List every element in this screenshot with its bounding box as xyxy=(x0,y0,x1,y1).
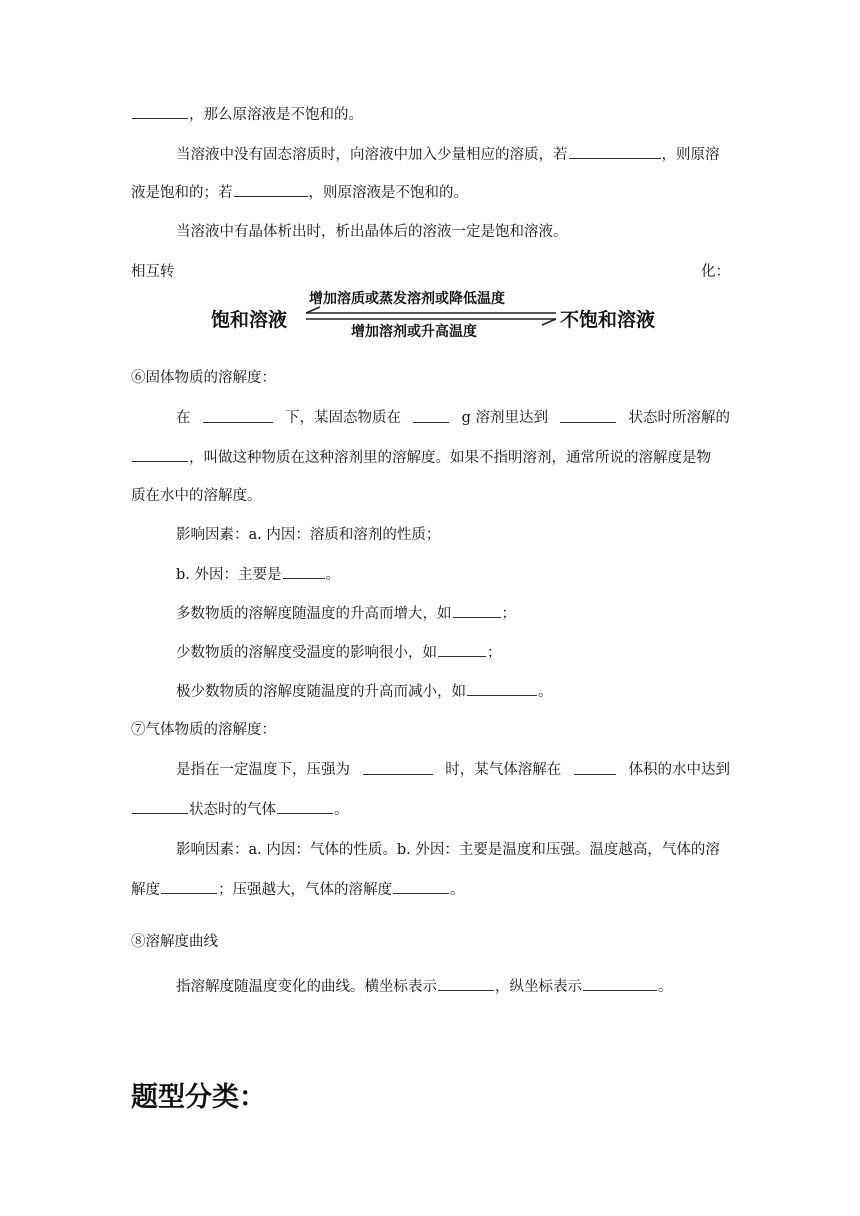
reverse-condition-label: 增加溶剂或升高温度 xyxy=(351,324,477,340)
text: 化： xyxy=(701,264,730,280)
text-line: 当溶液中有晶体析出时，析出晶体后的溶液一定是饱和溶液。 xyxy=(176,224,568,240)
text-line xyxy=(176,603,730,624)
text: 。 xyxy=(658,979,673,995)
text: 体积的水中达到 xyxy=(628,762,730,778)
text: 状态时所溶解的 xyxy=(628,410,730,426)
text-line xyxy=(176,760,730,780)
text: 状态时的气体 xyxy=(189,802,276,818)
text-line: 影响因素：a. 内因：气体的性质。b. 外因：主要是温度和压强。温度越高，气体的溶 xyxy=(176,842,720,858)
section-title: ⑧溶解度曲线 xyxy=(131,934,218,950)
text: 。 xyxy=(538,684,553,700)
blank xyxy=(438,642,486,657)
text: ，纵坐标表示 xyxy=(495,979,582,995)
text-line xyxy=(131,879,730,900)
text: 指溶解度随温度变化的曲线。横坐标表示 xyxy=(176,979,437,995)
page-heading: 题型分类： xyxy=(131,1082,266,1113)
text: ，则原溶 xyxy=(661,147,720,163)
blank xyxy=(363,760,433,775)
text-line xyxy=(131,182,730,203)
text: 是指在一定温度下，压强为 xyxy=(176,762,350,778)
blank xyxy=(393,879,449,894)
text-line xyxy=(131,447,730,468)
text: 液是饱和的；若 xyxy=(131,185,233,201)
text-line xyxy=(176,642,730,663)
section-title: ⑦气体物质的溶解度： xyxy=(131,722,276,738)
text-line: 质在水中的溶解度。 xyxy=(131,488,262,504)
text-line xyxy=(176,681,730,702)
blank xyxy=(234,182,308,197)
text: 当溶液中没有固态溶质时，向溶液中加入少量相应的溶质，若 xyxy=(176,147,568,163)
text: 相互转 xyxy=(131,264,175,280)
text: 解度 xyxy=(131,882,160,898)
text-line xyxy=(176,976,730,997)
blank xyxy=(560,408,616,423)
text: ，叫做这种物质在这种溶剂里的溶解度。如果不指明溶剂，通常所说的溶解度是物 xyxy=(189,450,711,466)
text-line xyxy=(176,564,730,585)
blank xyxy=(574,760,616,775)
blank xyxy=(132,799,188,814)
blank xyxy=(467,681,537,696)
text: ；压强越大，气体的溶解度 xyxy=(218,882,392,898)
blank xyxy=(569,144,661,159)
text: 时，某气体溶解在 xyxy=(445,762,562,778)
text: 。 xyxy=(450,882,465,898)
blank xyxy=(283,564,325,579)
text-line xyxy=(176,144,730,165)
blank xyxy=(203,408,273,423)
blank xyxy=(583,976,657,991)
text: 下，某固态物质在 xyxy=(285,410,402,426)
saturated-solution-label: 饱和溶液 xyxy=(211,309,288,331)
text-line: 影响因素：a. 内因：溶质和溶剂的性质； xyxy=(176,527,441,543)
text-line xyxy=(131,262,730,282)
text: 多数物质的溶解度随温度的升高而增大，如 xyxy=(176,606,452,622)
text: 。 xyxy=(325,567,340,583)
text: b. 外因：主要是 xyxy=(176,567,282,583)
text: g 溶剂里达到 xyxy=(461,410,548,426)
blank xyxy=(413,408,449,423)
forward-condition-label: 增加溶质或蒸发溶剂或降低温度 xyxy=(309,291,505,307)
blank xyxy=(453,603,501,618)
text: ，则原溶液是不饱和的。 xyxy=(308,185,468,201)
text-line xyxy=(131,104,730,125)
text-line xyxy=(131,799,730,820)
blank xyxy=(161,879,217,894)
text: 极少数物质的溶解度随温度的升高而减小，如 xyxy=(176,684,466,700)
blank xyxy=(277,799,333,814)
blank xyxy=(132,447,188,462)
blank xyxy=(132,104,188,119)
text-line xyxy=(176,408,730,428)
text: ； xyxy=(487,645,502,661)
blank xyxy=(438,976,494,991)
text: 少数物质的溶解度受温度的影响很小，如 xyxy=(176,645,437,661)
text: ； xyxy=(501,606,516,622)
saturation-conversion-diagram xyxy=(206,288,676,338)
unsaturated-solution-label: 不饱和溶液 xyxy=(560,309,656,331)
section-title: ⑥固体物质的溶解度： xyxy=(131,370,276,386)
text: 在 xyxy=(176,410,191,426)
text: 。 xyxy=(334,802,349,818)
text: ，那么原溶液是不饱和的。 xyxy=(189,107,363,123)
